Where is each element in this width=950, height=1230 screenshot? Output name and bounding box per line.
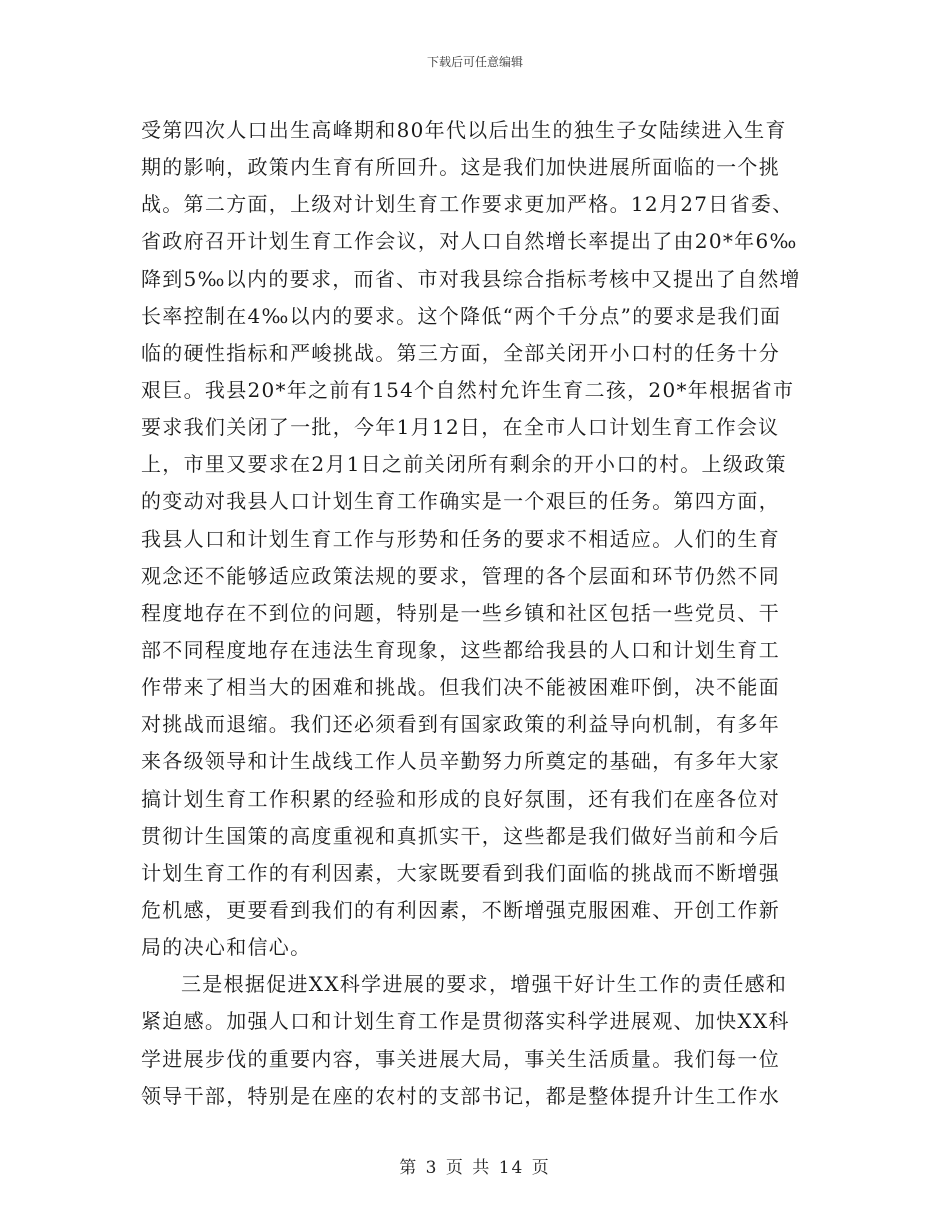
text-line: 危机感，更要看到我们的有利因素，不断增强克服困难、开创工作新 (141, 897, 780, 922)
text-line: 部不同程度地存在违法生育现象，这些都给我县的人口和计划生育工 (141, 637, 780, 662)
text-line: 贯彻计生国策的高度重视和真抓实干，这些都是我们做好当前和今后 (141, 823, 780, 848)
text-line: 艰巨。我县20*年之前有154个自然村允许生育二孩，20*年根据省市 (141, 377, 795, 402)
text-line: 我县人口和计划生育工作与形势和任务的要求不相适应。人们的生育 (141, 526, 780, 551)
text-line: 省政府召开计划生育工作会议，对人口自然增长率提出了由20*年6‰ (141, 229, 798, 254)
text-line: 要求我们关闭了一批，今年1月12日，在全市人口计划生育工作会议 (141, 415, 780, 440)
page-header-note: 下载后可任意编辑 (426, 55, 523, 69)
text-line: 的变动对我县人口计划生育工作确实是一个艰巨的任务。第四方面， (141, 489, 780, 514)
text-line: 领导干部，特别是在座的农村的支部书记，都是整体提升计生工作水 (141, 1083, 780, 1108)
text-line: 程度地存在不到位的问题，特别是一些乡镇和社区包括一些党员、干 (141, 600, 780, 625)
page-number-footer: 第 3 页 共 14 页 (399, 1158, 551, 1178)
text-line: 作带来了相当大的困难和挑战。但我们决不能被困难吓倒，决不能面 (141, 675, 780, 700)
text-line: 对挑战而退缩。我们还必须看到有国家政策的利益导向机制，有多年 (141, 712, 780, 737)
paragraph-start-line: 三是根据促进XX科学进展的要求，增强干好计生工作的责任感和 (181, 972, 788, 997)
text-line: 搞计划生育工作积累的经验和形成的良好氛围，还有我们在座各位对 (141, 786, 780, 811)
text-line: 来各级领导和计生战线工作人员辛勤努力所奠定的基础，有多年大家 (141, 749, 780, 774)
text-line: 期的影响，政策内生育有所回升。这是我们加快进展所面临的一个挑 (141, 155, 780, 180)
text-line: 观念还不能够适应政策法规的要求，管理的各个层面和环节仍然不同 (141, 563, 780, 588)
text-line: 降到5‰以内的要求，而省、市对我县综合指标考核中又提出了自然增 (141, 266, 801, 291)
text-line: 局的决心和信心。 (141, 935, 312, 960)
text-line: 长率控制在4‰以内的要求。这个降低“两个千分点”的要求是我们面 (141, 303, 782, 328)
body-text (141, 112, 813, 1115)
text-line: 上，市里又要求在2月1日之前关闭所有剩余的开小口的村。上级政策 (141, 452, 787, 477)
text-line: 紧迫感。加强人口和计划生育工作是贯彻落实科学进展观、加快XX科 (141, 1009, 790, 1034)
text-line: 受第四次人口出生高峰期和80年代以后出生的独生子女陆续进入生育 (141, 118, 787, 142)
text-line: 临的硬性指标和严峻挑战。第三方面，全部关闭开小口村的任务十分 (141, 340, 780, 365)
text-line: 战。第二方面，上级对计划生育工作要求更加严格。12月27日省委、 (141, 192, 794, 217)
text-line: 计划生育工作的有利因素，大家既要看到我们面临的挑战而不断增强 (141, 860, 780, 885)
text-line: 学进展步伐的重要内容，事关进展大局，事关生活质量。我们每一位 (141, 1046, 780, 1071)
